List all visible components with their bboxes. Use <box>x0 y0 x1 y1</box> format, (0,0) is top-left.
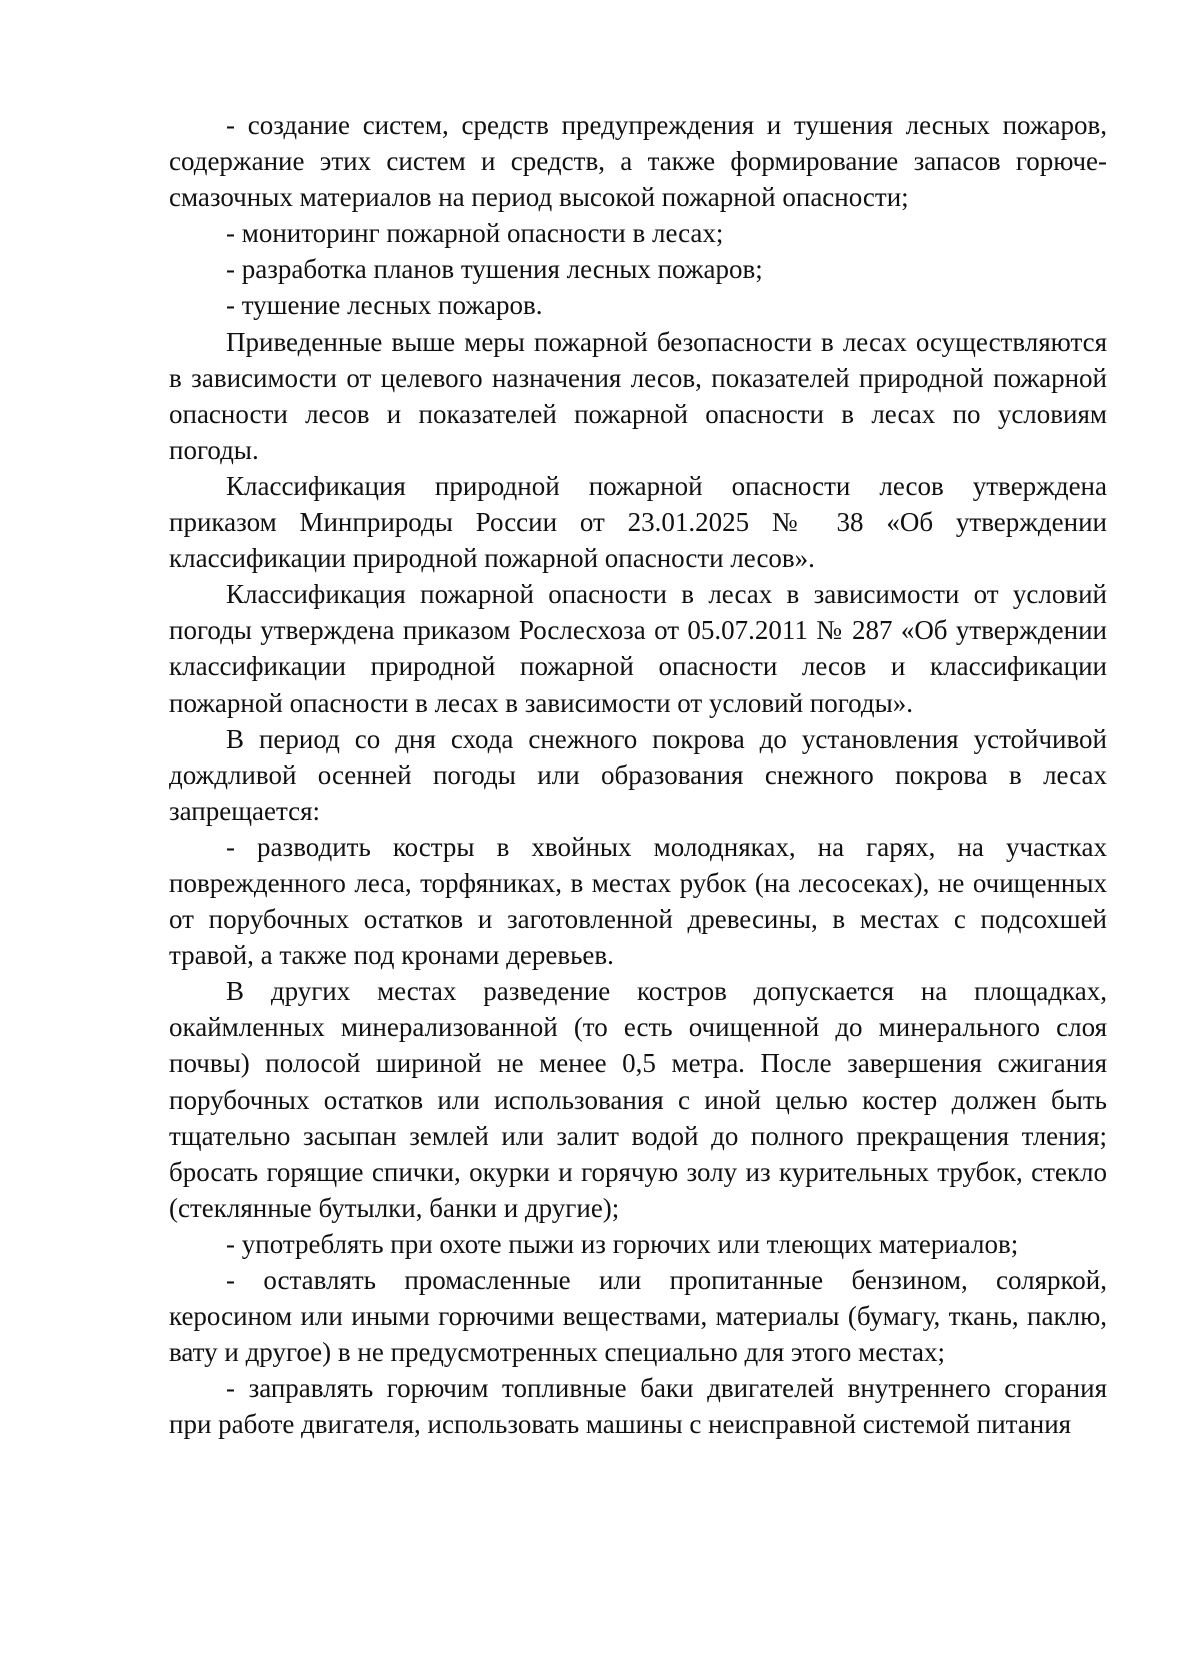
paragraph-other-places: В других местах разведение костров допускается на площадках, окаймленных минерализованной (то есть очищенной до минерального слоя почвы) полосой шириной не менее 0,5 метра. После завершения сжигания порубочных остатков или использования с иной целью костер должен быть тщательно засыпан землей или залит водой до полного прекращения тления; бросать горящие спички, окурки и горячую золу из курительных трубок, стекло (стеклянные бутылки, банки и другие); <box>169 976 1107 1223</box>
document-page <box>169 107 1107 1442</box>
paragraph-plans: - разработка планов тушения лесных пожаров; <box>226 254 763 285</box>
paragraph-refueling: - заправлять горючим топливные баки двигателей внутреннего сгорания при работе двигателя, использовать машины с неисправной системой питания <box>169 1373 1107 1440</box>
paragraph-campfires: - разводить костры в хвойных молодняках, на гарях, на участках поврежденного леса, торфяниках, в местах рубок (на лесосеках), не очищенных от порубочных остатков и заготовленной древесины, в местах с подсохшей травой, а также под кронами деревьев. <box>169 831 1107 971</box>
paragraph-hunting: - употреблять при охоте пыжи из горючих или тлеющих материалов; <box>226 1228 1019 1259</box>
paragraph-oily-materials: - оставлять промасленные или пропитанные бензином, соляркой, керосином или иными горючими веществами, материалы (бумагу, ткань, паклю, вату и другое) в не предусмотренных специально для этого местах; <box>169 1265 1107 1368</box>
paragraph-weather-classification: Классификация пожарной опасности в лесах в зависимости от условий погоды утверждена приказом Рослесхоза от 05.07.2011 № 287 «Об утверждении классификации природной пожарной опасности лесов и классификации пожарной опасности в лесах в зависимости от условий погоды». <box>169 579 1107 718</box>
paragraph-extinguishing: - тушение лесных пожаров. <box>226 290 543 321</box>
paragraph-monitoring: - мониторинг пожарной опасности в лесах; <box>226 218 724 249</box>
paragraph-fire-systems: - создание систем, средств предупреждения и тушения лесных пожаров, содержание этих систем и средств, а также формирование запасов горюче-смазочных материалов на период высокой пожарной опасности; <box>169 110 1107 213</box>
paragraph-measures: Приведенные выше меры пожарной безопасности в лесах осуществляются в зависимости от целевого назначения лесов, показателей природной пожарной опасности лесов и показателей пожарной опасности в лесах по условиям погоды. <box>169 326 1107 465</box>
paragraph-prohibited-period: В период со дня схода снежного покрова до установления устойчивой дождливой осенней погоды или образования снежного покрова в лесах запрещается: <box>169 723 1107 826</box>
paragraph-natural-classification: Классификация природной пожарной опасности лесов утверждена приказом Минприроды России от 23.01.2025 № 38 «Об утверждении классификации природной пожарной опасности лесов». <box>169 470 1107 574</box>
